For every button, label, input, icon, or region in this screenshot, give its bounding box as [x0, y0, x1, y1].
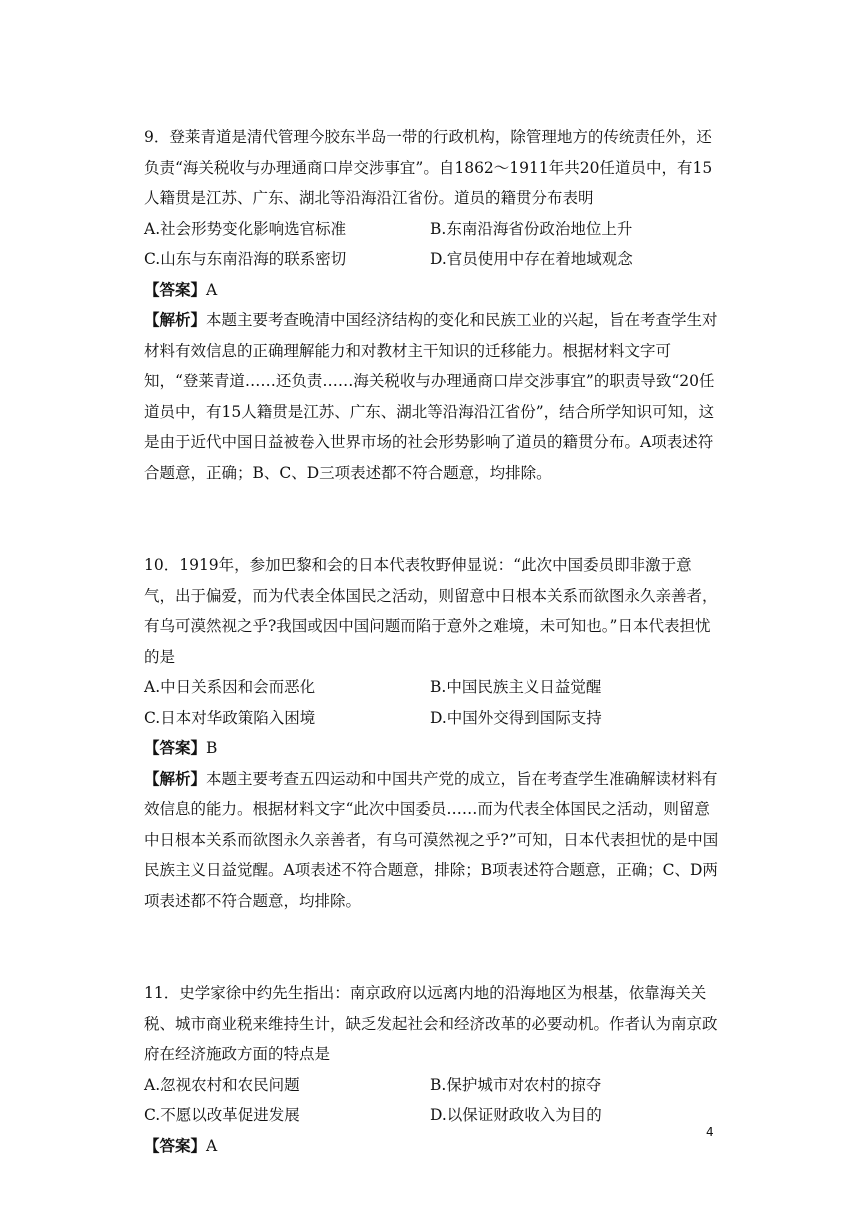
options-list — [144, 672, 722, 733]
analysis-label: 【解析】 — [144, 310, 207, 329]
analysis-paragraph — [144, 305, 722, 488]
option-d: D.以保证财政收入为目的 — [430, 1106, 602, 1124]
page-number: 4 — [706, 1125, 714, 1139]
answer-label: 【答案】 — [144, 738, 207, 757]
option-c: C.山东与东南沿海的联系密切 — [144, 250, 347, 268]
option-c: C.不愿以改革促进发展 — [144, 1106, 300, 1124]
question-11 — [144, 978, 722, 1161]
document-page — [144, 122, 722, 1161]
option-a: A.忽视农村和农民问题 — [144, 1075, 300, 1094]
answer-value: A — [206, 280, 218, 299]
answer-line — [144, 1131, 722, 1162]
answer-line — [144, 275, 722, 306]
answer-value: A — [206, 1136, 218, 1155]
answer-line — [144, 733, 722, 764]
question-9 — [144, 122, 722, 488]
analysis-paragraph — [144, 764, 722, 917]
analysis-text: 本题主要考查五四运动和中国共产党的成立，旨在考查学生准确解读材料有效信息的能力。根据材料文字“此次中国委员……而为代表全体国民之活动，则留意中日根本关系而欲图永久亲善者，有乌可漠然视之乎?”可知，日本代表担忧的是中国民族主义日益觉醒。A项表述不符合题意，排除；B项表述符合题意，正确；C、D两项表述都不符合题意，均排除。 — [144, 769, 719, 910]
option-a: A.社会形势变化影响选官标准 — [144, 219, 347, 238]
question-stem: 11．史学家徐中约先生指出：南京政府以远离内地的沿海地区为根基，依靠海关关税、城市商业税来维持生计，缺乏发起社会和经济改革的必要动机。作者认为南京政府在经济施政方面的特点是 — [144, 984, 718, 1063]
question-spacer — [144, 488, 722, 550]
option-b: B.中国民族主义日益觉醒 — [430, 678, 602, 696]
option-b: B.东南沿海省份政治地位上升 — [430, 219, 633, 238]
options-list — [144, 214, 722, 275]
question-stem: 9．登莱青道是清代管理今胶东半岛一带的行政机构，除管理地方的传统责任外，还负责“海关税收与办理通商口岸交涉事宜”。自1862～1911年共20任道员中，有15人籍贯是江苏、广东、湖北等沿海沿江省份。道员的籍贯分布表明 — [144, 128, 713, 207]
analysis-label: 【解析】 — [144, 768, 207, 788]
option-d: D.中国外交得到国际支持 — [430, 708, 602, 727]
answer-label: 【答案】 — [144, 279, 207, 299]
option-a: A.中日关系因和会而恶化 — [144, 678, 316, 696]
analysis-text: 本题主要考查晚清中国经济结构的变化和民族工业的兴起，旨在考查学生对材料有效信息的正确理解能力和对教材主干知识的迁移能力。根据材料文字可知，“登莱青道……还负责……海关税收与办理通商口岸交涉事宜”的职责导致“20任道员中，有15人籍贯是江苏、广东、湖北等沿海沿江省份”，结合所学知识可知，这是由于近代中国日益被卷入世界市场的社会形势影响了道员的籍贯分布。A项表述符合题意，正确；B、C、D三项表述都不符合题意，均排除。 — [144, 311, 718, 482]
answer-value: B — [206, 739, 218, 757]
question-10 — [144, 550, 722, 916]
option-c: C.日本对华政策陷入困境 — [144, 708, 316, 727]
question-spacer — [144, 916, 722, 978]
option-b: B.保护城市对农村的掠夺 — [430, 1075, 602, 1094]
answer-label: 【答案】 — [144, 1135, 207, 1155]
question-stem: 10．1919年，参加巴黎和会的日本代表牧野伸显说：“此次中国委员即非激于意气，出于偏爱，而为代表全体国民之活动，则留意中日根本关系而欲图永久亲善者，有乌可漠然视之乎?我国或因中国问题而陷于意外之难境，未可知也。”日本代表担忧的是 — [144, 556, 718, 666]
options-list — [144, 1070, 722, 1131]
option-d: D.官员使用中存在着地域观念 — [430, 250, 633, 268]
